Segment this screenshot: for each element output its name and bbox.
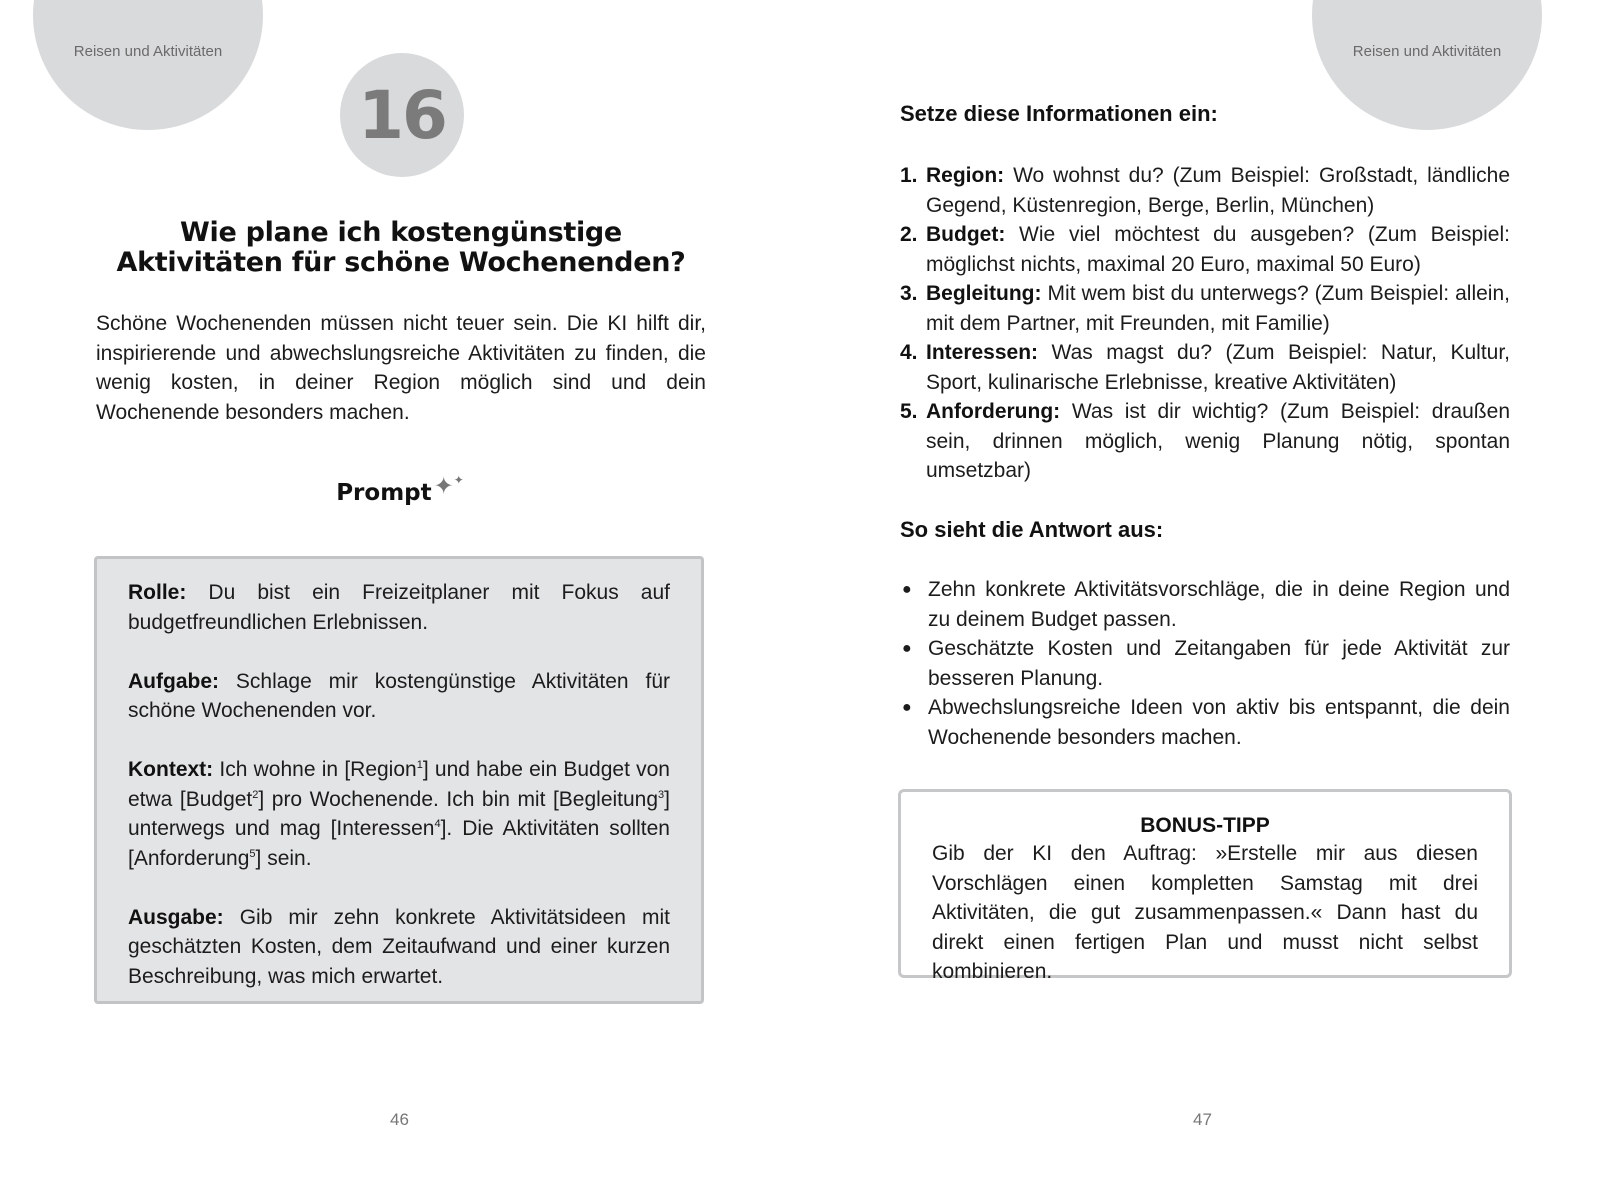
answer-list [900,575,1510,752]
bullet-text: Zehn konkrete Aktivitätsvorschläge, die in deine Region und zu deinem Budget passen. [928,578,1510,631]
info-item-interessen [900,338,1510,397]
prompt-heading [300,472,500,506]
kontext-text: ] sein. [255,846,312,870]
prompt-aufgabe [128,667,670,726]
bullet-text: Abwechslungsreiche Ideen von aktiv bis entspannt, die dein Wochenende besonders machen. [928,696,1510,749]
info-description: Was magst du? (Zum Beispiel: Natur, Kultur, Sport, kulinarische Erlebnisse, kreative Aktivitäten) [926,341,1510,394]
kontext-text: ] pro Wochenende. Ich bin mit [Begleitung [258,787,659,811]
bullet-icon: ● [902,640,912,657]
kontext-label: Kontext: [128,758,214,781]
info-description: Wie viel möchtest du ausgeben? (Zum Beispiel: möglichst nichts, maximal 20 Euro, maximal 50 Euro) [926,223,1510,276]
footnote-marker: 5 [249,847,256,860]
prompt-rolle [128,578,670,637]
sparkle-icon: ✦✦ [433,472,464,500]
info-text [926,161,1510,220]
chapter-label: Reisen und Aktivitäten [73,43,223,60]
aufgabe-text: Schlage mir kostengünstige Aktivitäten für schöne Wochenenden vor. [128,669,670,722]
kontext-text: ]. Die Aktivitäten sollten [Anforderung [128,817,670,870]
intro-paragraph: Schöne Wochenenden müssen nicht teuer sein. Die KI hilft dir, inspirierende und abwechslungsreiche Aktivitäten zu finden, die wenig kosten, in deiner Region möglich sind und dein Wochenende besonders machen. [96,312,706,424]
info-text [926,220,1510,279]
bullet-icon: ● [902,581,912,598]
bullet-icon: ● [902,699,912,716]
kontext-text: Ich wohne in [Region [213,758,417,781]
rolle-text: Du bist ein Freizeitplaner mit Fokus auf budgetfreundlichen Erlebnissen. [128,581,670,634]
info-number: 5. [900,400,918,423]
info-heading: Setze diese Informationen ein: [900,101,1218,126]
chapter-circle [1312,0,1542,130]
prompt-kontext [128,755,670,873]
page-number-right: 47 [1193,1110,1212,1129]
info-label: Region: [926,164,1005,187]
prompt-heading-label: Prompt [336,480,432,506]
chapter-label: Reisen und Aktivitäten [1352,43,1502,60]
aufgabe-label: Aufgabe: [128,669,219,693]
chapter-number-badge [340,53,464,177]
info-number: 1. [900,164,918,187]
bonus-title: BONUS-TIPP [1140,814,1270,837]
chapter-number: 16 [358,76,446,154]
bonus-text: Gib der KI den Auftrag: »Erstelle mir aus diesen Vorschlägen einen kompletten Samstag mit drei Aktivitäten, die gut zusammenpassen.« Dann hast du direkt einen fertigen Plan und musst nicht selbst kombinieren. [932,842,1478,983]
info-list [900,161,1510,486]
info-item-budget [900,220,1510,279]
prompt-box [94,556,704,1004]
info-item-anforderung [900,397,1510,486]
kontext-text: ] und habe ein Budget von etwa [Budget [128,758,670,811]
info-label: Budget: [926,223,1006,246]
footnote-marker: 3 [658,788,665,801]
ausgabe-label: Ausgabe: [128,905,224,929]
ausgabe-text: Gib mir zehn konkrete Aktivitätsideen mit geschätzten Kosten, dem Zeitaufwand und einer kurzen Beschreibung, was mich erwartet. [128,905,670,988]
list-item [900,634,1510,693]
info-description: Mit wem bist du unterwegs? (Zum Beispiel: allein, mit dem Partner, mit Freunden, mit Familie) [926,282,1510,335]
kontext-text: ] unterwegs und mag [Interessen [128,787,671,840]
footnote-marker: 1 [416,759,423,771]
bonus-tip-box [898,789,1512,983]
info-item-begleitung [900,279,1510,338]
info-description: Wo wohnst du? (Zum Beispiel: Großstadt, ländliche Gegend, Küstenregion, Berge, Berlin, München) [926,164,1510,217]
info-description: Was ist dir wichtig? (Zum Beispiel: draußen sein, drinnen möglich, wenig Planung nötig, spontan umsetzbar) [926,400,1510,482]
page-number-left: 46 [390,1110,409,1129]
info-number: 4. [900,341,918,364]
answer-heading: So sieht die Antwort aus: [900,517,1164,542]
info-label: Begleitung: [926,282,1042,305]
info-label: Anforderung: [926,400,1061,423]
prompt-ausgabe [128,903,670,992]
footnote-marker: 2 [252,788,259,801]
footnote-marker: 4 [434,818,441,830]
info-label: Interessen: [926,341,1039,364]
list-item [900,693,1510,752]
info-number: 2. [900,223,918,246]
info-number: 3. [900,282,918,305]
rolle-label: Rolle: [128,581,187,604]
chapter-circle [33,0,263,130]
info-text [926,338,1510,397]
bullet-text: Geschätzte Kosten und Zeitangaben für jede Aktivität zur besseren Planung. [928,637,1510,690]
info-text [926,397,1510,486]
info-text [926,279,1510,338]
list-item [900,575,1510,634]
page-title: Wie plane ich kostengünstige Aktivitäten für schöne Wochenenden? [116,217,686,278]
info-item-region [900,161,1510,220]
